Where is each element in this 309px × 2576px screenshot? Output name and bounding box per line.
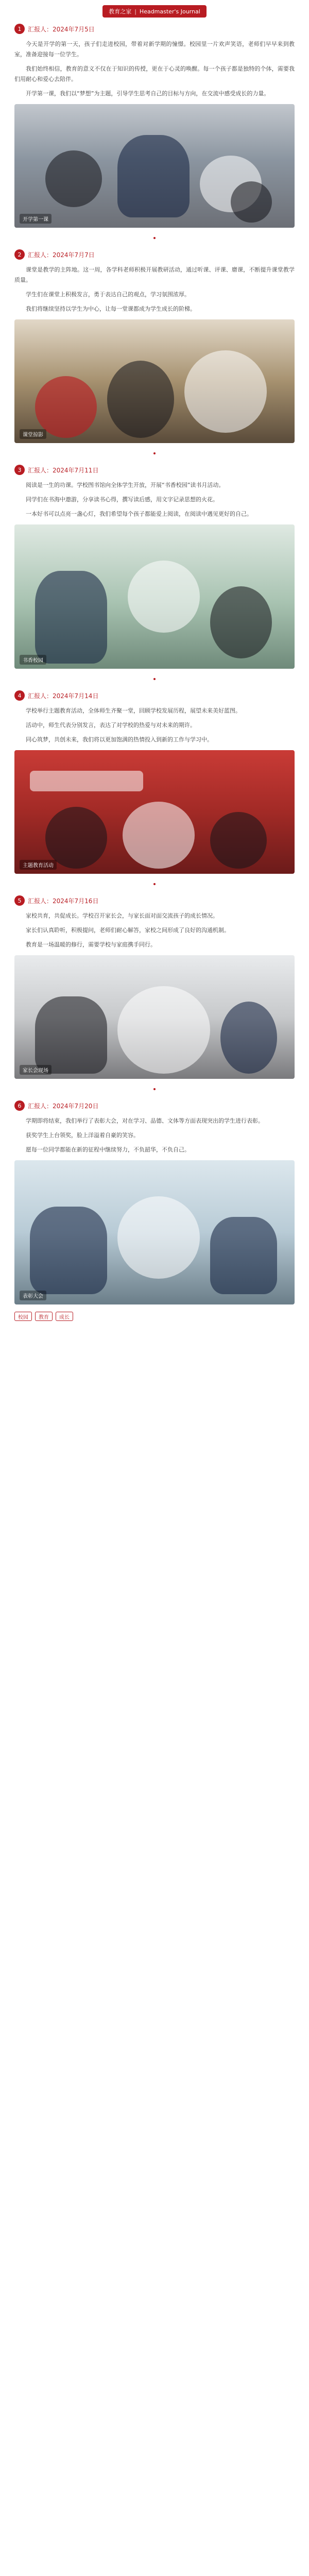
entry-6 [14,1099,295,1304]
entry-title: 汇报人：2024年7月5日 [28,25,95,33]
section-divider [153,678,156,680]
entry-number: 1 [14,24,25,34]
entry-paragraph: 同学们在书海中遨游，分享读书心得，撰写读后感，用文字记录思想的火花。 [26,496,218,503]
photo-caption: 书香校园 [20,655,46,665]
entry-paragraph: 阅读是一生的功课。学校图书馆向全体学生开放，开展“书香校园”读书月活动。 [26,482,225,488]
entry-paragraph: 我们将继续坚持以学生为中心，让每一堂课都成为学生成长的阶梯。 [26,306,196,312]
entry-title: 汇报人：2024年7月20日 [28,1102,99,1110]
entry-number: 2 [14,249,25,260]
entry-paragraph: 家长们认真聆听，积极提问，老师们耐心解答，家校之间形成了良好的沟通机制。 [26,927,230,934]
entry-1 [14,23,295,228]
entry-paragraph: 获奖学生上台领奖，脸上洋溢着自豪的笑容。 [26,1132,139,1139]
tag-bar [14,1312,295,1321]
entry-header [14,1099,295,1112]
entry-paragraph: 学期即将结束，我们举行了表彰大会，对在学习、品德、文体等方面表现突出的学生进行表彰。 [26,1117,264,1124]
entry-header [14,248,295,261]
entry-header [14,23,295,35]
entry-paragraph: 活动中，师生代表分别发言，表达了对学校的热爱与对未来的期许。 [26,722,196,728]
section-divider [153,883,156,885]
entry-photo [14,955,295,1079]
entry-title: 汇报人：2024年7月11日 [28,466,99,474]
entry-title: 汇报人：2024年7月14日 [28,692,99,700]
section-divider [153,452,156,454]
column-badge [102,5,207,18]
entry-paragraph: 今天是开学的第一天，孩子们走进校园，带着对新学期的憧憬。校园里一片欢声笑语，老师们早早来到教室，准备迎接每一位学生。 [14,41,295,58]
tag[interactable]: 校园 [14,1312,32,1321]
entry-number: 3 [14,465,25,475]
entry-paragraph: 教育是一场温暖的修行，需要学校与家庭携手同行。 [26,941,156,948]
entry-photo [14,524,295,669]
column-header [14,0,295,23]
entry-title: 汇报人：2024年7月7日 [28,251,95,259]
entry-paragraph: 愿每一位同学都能在新的征程中继续努力，不负韶华，不负自己。 [26,1146,190,1153]
entry-paragraph: 学校举行主题教育活动，全体师生齐聚一堂，回顾学校发展历程，展望未来美好蓝图。 [26,707,241,714]
entry-photo [14,319,295,443]
column-separator: | [134,8,136,15]
entry-3 [14,464,295,669]
entry-header [14,464,295,476]
entry-header [14,894,295,907]
entry-paragraph: 同心筑梦，共创未来，我们将以更加饱满的热情投入到新的工作与学习中。 [26,736,213,743]
photo-caption: 主题教育活动 [20,860,57,870]
entry-header [14,689,295,702]
photo-caption: 表彰大会 [20,1291,46,1300]
entry-5 [14,894,295,1079]
entry-number: 4 [14,690,25,701]
tag[interactable]: 成长 [56,1312,73,1321]
photo-caption: 课堂掠影 [20,429,46,439]
tag[interactable]: 教育 [35,1312,53,1321]
photo-caption: 家长会现场 [20,1065,52,1075]
column-name: 教育之家 [109,8,132,15]
entry-photo [14,1160,295,1304]
entry-photo [14,104,295,228]
photo-caption: 开学第一课 [20,214,52,224]
entry-paragraph: 开学第一课，我们以“梦想”为主题，引导学生思考自己的目标与方向，在交流中感受成长的力量。 [26,90,270,97]
entry-paragraph: 家校共育，共促成长。学校召开家长会，与家长面对面交流孩子的成长情况。 [26,912,218,919]
entry-4 [14,689,295,874]
section-divider [153,1088,156,1090]
entry-paragraph: 课堂是教学的主阵地。这一周，各学科老师积极开展教研活动，通过听课、评课、磨课，不断提升课堂教学质量。 [14,266,295,283]
entry-paragraph: 我们始终相信，教育的意义不仅在于知识的传授，更在于心灵的唤醒。每一个孩子都是独特的个体，需要我们用耐心和爱心去陪伴。 [14,65,295,82]
entry-paragraph: 学生们在课堂上积极发言，勇于表达自己的观点，学习氛围浓厚。 [26,291,190,298]
entry-photo [14,750,295,874]
entry-2 [14,248,295,443]
entry-number: 5 [14,895,25,906]
column-subtitle: Headmaster's Journal [139,8,200,15]
entry-paragraph: 一本好书可以点亮一盏心灯，我们希望每个孩子都能爱上阅读，在阅读中遇见更好的自己。 [26,511,252,517]
entry-number: 6 [14,1100,25,1111]
section-divider [153,237,156,239]
entry-title: 汇报人：2024年7月16日 [28,897,99,905]
